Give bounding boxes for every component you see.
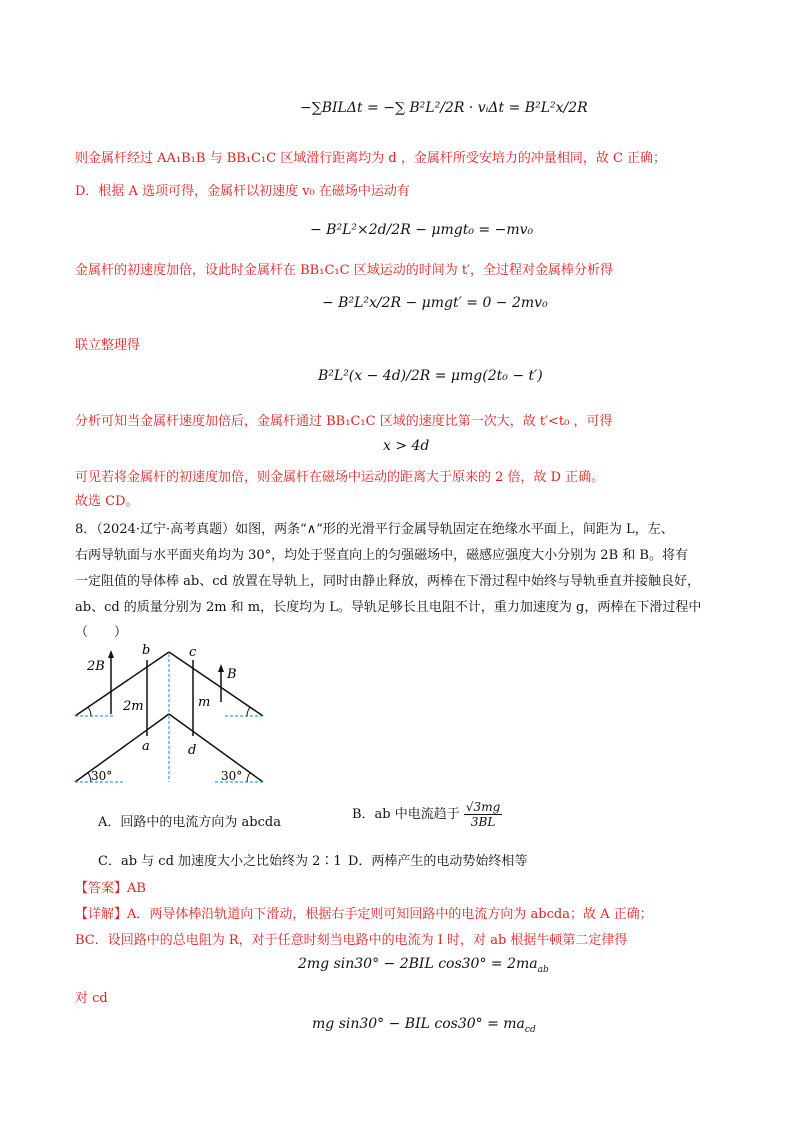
option-b-numerator: √3mg [465,800,501,814]
formula-initial-motion: − B²L²×2d/2R − μmgt₀ = −mv₀ [310,222,534,238]
formula-cd-newton [312,1016,536,1035]
option-b [352,800,502,829]
label-d: d [188,743,197,758]
label-a: a [142,739,150,754]
option-b-prefix: B．ab 中电流趋于 [352,807,460,822]
answer-label: 【答案】AB [75,881,146,896]
formula-double-speed: − B²L²x/2R − μmgt′ = 0 − 2mv₀ [322,295,548,311]
detail-line-1: 【详解】A．两导体棒沿轨道向下滑动，根据右手定则可知回路中的电流方向为 abcda；故 A 正确； [75,907,653,922]
option-b-fraction [464,800,502,829]
label-2B: 2B [87,659,105,674]
label-b: b [142,643,151,658]
angle-label-left: 30° [91,769,113,783]
rail-diagram [65,640,275,790]
angle-arc-lower-right [247,773,250,782]
label-2m: 2m [123,699,144,714]
formula-impulse: −∑BILΔt = −∑ B²L²/2R · vᵢΔt = B²L²x/2R [300,100,588,116]
option-c: C．ab 与 cd 加速度大小之比始终为 2∶1 [98,854,342,869]
label-c: c [189,645,197,660]
paragraph-double-speed: 金属杆的初速度加倍，设此时金属杆在 BB₁C₁C 区域运动的时间为 t′，全过程对金属棒分析得 [75,263,613,278]
lower-rail-left [75,714,169,782]
question-8-line-5: （ ） [75,625,128,640]
upper-rail-right [169,652,263,716]
paragraph-d-intro: D．根据 A 选项可得，金属杆以初速度 v₀ 在磁场中运动有 [75,184,410,199]
paragraph-analysis: 分析可知当金属杆速度加倍后，金属杆通过 BB₁C₁C 区域的速度比第一次大，故 t′<t₀ ，可得 [75,414,613,429]
formula-x-greater: x > 4d [383,438,430,454]
angle-arc-upper-left [88,707,91,716]
question-8-line-2: 右两导轨面与水平面夹角均为 30°，均处于竖直向上的匀强磁场中，磁感应强度大小分别为 2B 和 B。将有 [75,548,688,563]
question-8-line-1: 8．（2024·辽宁·高考真题）如图，两条“∧”形的光滑平行金属导轨固定在绝缘水平面上，间距为 L，左、 [75,522,674,537]
paragraph-combine: 联立整理得 [75,338,141,353]
formula-ab-sub: ab [537,964,549,975]
label-B: B [227,667,237,682]
field-arrow-2B-head [108,650,114,658]
detail-line-2: BC．设回路中的总电阻为 R，对于任意时刻当电路中的电流为 I 时，对 ab 根据牛顿第二定律得 [75,933,628,948]
paragraph-c-conclusion: 则金属杆经过 AA₁B₁B 与 BB₁C₁C 区域滑行距离均为 d ，金属杆所受安培力的冲量相同，故 C 正确； [75,151,667,166]
formula-ab-newton [298,956,549,975]
lower-rail-right [169,714,263,782]
option-d: D．两棒产生的电动势始终相等 [348,854,528,869]
paragraph-d-conclusion: 可见若将金属杆的初速度加倍，则金属杆在磁场中运动的距离大于原来的 2 倍，故 D 正确。 [75,470,605,485]
option-b-denominator: 3BL [470,815,496,829]
formula-ab-main: 2mg sin30° − 2BIL cos30° = 2ma [298,956,538,972]
angle-label-right: 30° [221,769,243,783]
paragraph-answer-cd: 故选 CD。 [75,494,139,509]
paragraph-for-cd: 对 cd [75,991,108,1006]
label-m: m [198,695,211,710]
formula-cd-main: mg sin30° − BIL cos30° = ma [312,1016,525,1032]
formula-combined: B²L²(x − 4d)/2R = μmg(2t₀ − t′) [318,368,543,384]
question-8-line-3: 一定阻值的导体棒 ab、cd 放置在导轨上，同时由静止释放，两棒在下滑过程中始终与导轨垂直并接触良好， [75,574,700,589]
angle-arc-upper-right [247,707,250,716]
option-a: A．回路中的电流方向为 abcda [98,815,281,830]
question-8-line-4: ab、cd 的质量分别为 2m 和 m，长度均为 L。导轨足够长且电阻不计，重力加速度为 g，两棒在下滑过程中 [75,600,702,615]
field-arrow-B-head [218,664,224,672]
formula-cd-sub: cd [524,1024,536,1035]
